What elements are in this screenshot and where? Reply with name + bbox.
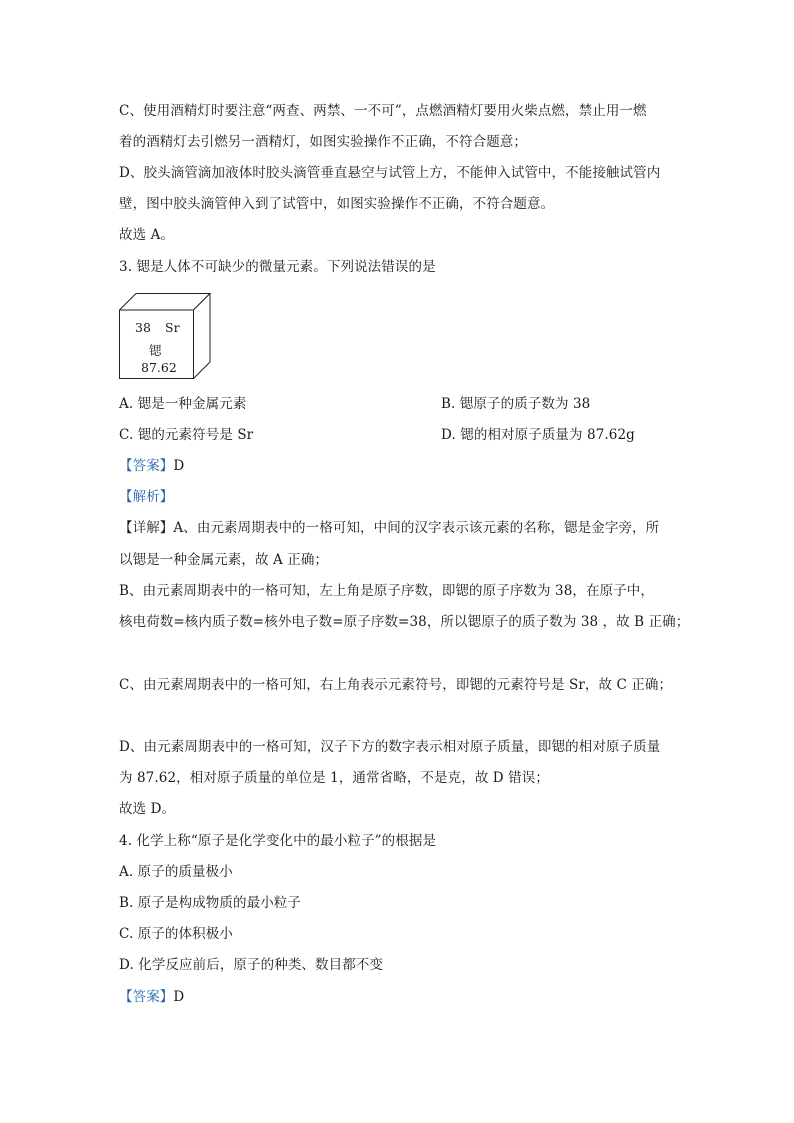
q3-detail-line-2: 以锶是一种金属元素，故 A 正确； xyxy=(119,552,329,568)
q3-conclusion: 故选 D。 xyxy=(119,801,176,817)
q3-detail-line-3: B、由元素周期表中的一格可知，左上角是原子序数，即锶的原子序数为 38，在原子中， xyxy=(119,583,654,599)
q3-detail-line-4: 核电荷数=核内质子数=核外电子数=原子序数=38，所以锶原子的质子数为 38 ，故 B 正确； xyxy=(119,614,690,630)
explanation-line-c1: C、使用酒精灯时要注意“两查、两禁、一不可”，点燃酒精灯要用火柴点燃，禁止用一燃 xyxy=(119,103,647,119)
q3-detail-line-1 xyxy=(119,519,659,537)
q4-option-a: A. 原子的质量极小 xyxy=(119,864,233,880)
q4-option-c: C. 原子的体积极小 xyxy=(119,926,233,942)
explanation-line-d1: D、胶头滴管滴加液体时胶头滴管垂直悬空与试管上方，不能伸入试管中，不能接触试管内 xyxy=(119,165,661,181)
answer-tag: 【答案】 xyxy=(119,989,174,1005)
element-name: 锶 xyxy=(149,343,162,358)
q4-option-b: B. 原子是构成物质的最小粒子 xyxy=(119,895,302,911)
q3-answer xyxy=(119,457,184,475)
q3-analysis-tag: 【解析】 xyxy=(119,489,174,505)
q3-detail-line-6: D、由元素周期表中的一格可知，汉子下方的数字表示相对原子质量，即锶的相对原子质量 xyxy=(119,739,661,755)
answer-value: D xyxy=(173,458,185,474)
detail-text: A、由元素周期表中的一格可知，中间的汉字表示该元素的名称，锶是金字旁，所 xyxy=(173,520,660,536)
q3-option-d: D. 锶的相对原子质量为 87.62g xyxy=(441,427,635,443)
explanation-line-d2: 壁，图中胶头滴管伸入到了试管中，如图实验操作不正确，不符合题意。 xyxy=(119,196,555,212)
explanation-line-c2: 着的酒精灯去引燃另一酒精灯，如图实验操作不正确，不符合题意； xyxy=(119,134,527,150)
q4-answer xyxy=(119,988,184,1006)
question-4-stem: 4. 化学上称“原子是化学变化中的最小粒子”的根据是 xyxy=(119,833,437,849)
q3-option-c: C. 锶的元素符号是 Sr xyxy=(119,427,254,443)
atomic-mass: 87.62 xyxy=(141,360,177,375)
atomic-number: 38 xyxy=(135,320,151,335)
periodic-table-cell xyxy=(119,293,211,379)
element-symbol: Sr xyxy=(165,320,180,335)
q3-detail-line-7: 为 87.62，相对原子质量的单位是 1，通常省略，不是克，故 D 错误； xyxy=(119,770,549,786)
q3-option-a: A. 锶是一种金属元素 xyxy=(119,396,247,412)
detail-tag: 【详解】 xyxy=(119,520,174,536)
answer-value: D xyxy=(173,989,185,1005)
conclusion-line: 故选 A。 xyxy=(119,227,175,243)
question-3-stem: 3. 锶是人体不可缺少的微量元素。下列说法错误的是 xyxy=(119,259,436,275)
answer-tag: 【答案】 xyxy=(119,458,174,474)
q3-detail-line-5: C、由元素周期表中的一格可知，右上角表示元素符号，即锶的元素符号是 Sr，故 C 正确； xyxy=(119,677,673,693)
q3-option-b: B. 锶原子的质子数为 38 xyxy=(441,396,591,412)
q4-option-d: D. 化学反应前后，原子的种类、数目都不变 xyxy=(119,957,384,973)
